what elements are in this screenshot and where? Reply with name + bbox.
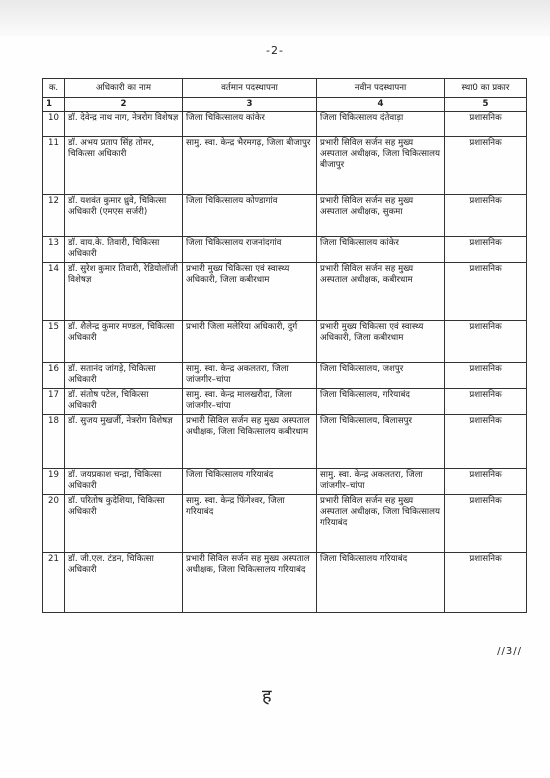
row-sr: 20 bbox=[43, 495, 65, 553]
header-officer-name: अधिकारी का नाम bbox=[65, 79, 183, 98]
row-type: प्रशासनिक bbox=[445, 469, 527, 495]
signature: ह bbox=[262, 686, 272, 707]
row-new-posting: जिला चिकित्सालय, जशपुर bbox=[317, 363, 445, 389]
row-current-posting: जिला चिकित्सालय कांकेर bbox=[183, 112, 317, 137]
row-sr: 15 bbox=[43, 321, 65, 363]
row-current-posting: सामु. स्वा. केन्द्र मालखरौदा, जिला जांजगीर–चांपा bbox=[183, 389, 317, 415]
row-sr: 11 bbox=[43, 137, 65, 195]
row-current-posting: जिला चिकित्सालय राजनांदगांव bbox=[183, 237, 317, 263]
row-current-posting: प्रभारी सिविल सर्जन सह मुख्य अस्पताल अधीक्षक, जिला चिकित्सालय कबीरधाम bbox=[183, 415, 317, 469]
row-sr: 21 bbox=[43, 553, 65, 613]
row-sr: 16 bbox=[43, 363, 65, 389]
row-current-posting: सामु. स्वा. केन्द्र भैरमगढ़, जिला बीजापुर bbox=[183, 137, 317, 195]
index-row bbox=[43, 98, 527, 112]
row-current-posting: जिला चिकित्सालय गरियाबंद bbox=[183, 469, 317, 495]
row-type: प्रशासनिक bbox=[445, 263, 527, 321]
table-row bbox=[43, 495, 527, 553]
scan-top-shadow bbox=[0, 0, 550, 36]
row-current-posting: प्रभारी मुख्य चिकित्सा एवं स्वास्थ्य अधिकारी, जिला कबीरधाम bbox=[183, 263, 317, 321]
row-name: डॉ. संतोष पटेल, चिकित्सा अधिकारी bbox=[65, 389, 183, 415]
row-new-posting: जिला चिकित्सालय दंतेवाड़ा bbox=[317, 112, 445, 137]
row-current-posting: प्रभारी जिला मलेरिया अधिकारी, दुर्ग bbox=[183, 321, 317, 363]
header-sr: क. bbox=[43, 79, 65, 98]
row-name: डॉ. वाय.के. तिवारी, चिकित्सा अधिकारी bbox=[65, 237, 183, 263]
index-cell: 5 bbox=[445, 98, 527, 112]
row-sr: 14 bbox=[43, 263, 65, 321]
index-cell: 3 bbox=[183, 98, 317, 112]
row-new-posting: जिला चिकित्सालय गरियाबंद bbox=[317, 553, 445, 613]
row-current-posting: सामु. स्वा. केन्द्र अकलतरा, जिला जांजगीर–चांपा bbox=[183, 363, 317, 389]
index-cell: 4 bbox=[317, 98, 445, 112]
row-type: प्रशासनिक bbox=[445, 389, 527, 415]
table-row bbox=[43, 469, 527, 495]
row-type: प्रशासनिक bbox=[445, 112, 527, 137]
table-row bbox=[43, 321, 527, 363]
header-new-posting: नवीन पदस्थापना bbox=[317, 79, 445, 98]
row-new-posting: जिला चिकित्सालय कांकेर bbox=[317, 237, 445, 263]
row-name: डॉ. शैलेन्द्र कुमार मण्डल, चिकित्सा अधिकारी bbox=[65, 321, 183, 363]
header-transfer-type: स्था0 का प्रकार bbox=[445, 79, 527, 98]
row-sr: 13 bbox=[43, 237, 65, 263]
row-name: डॉ. सुरेश कुमार तिवारी, रेडियोलॉजी विशेषज्ञ bbox=[65, 263, 183, 321]
row-sr: 17 bbox=[43, 389, 65, 415]
row-name: डॉ. अभय प्रताप सिंह तोमर, चिकित्सा अधिकारी bbox=[65, 137, 183, 195]
page-number: -2- bbox=[266, 44, 284, 57]
row-type: प्रशासनिक bbox=[445, 237, 527, 263]
row-new-posting: सामु. स्वा. केन्द्र अकलतरा, जिला जांजगीर–चांपा bbox=[317, 469, 445, 495]
row-name: डॉ. सतानंद जांगड़े, चिकित्सा अधिकारी bbox=[65, 363, 183, 389]
row-current-posting: सामु. स्वा. केन्द्र फिंगेश्वर, जिला गरियाबंद bbox=[183, 495, 317, 553]
row-new-posting: प्रभारी मुख्य चिकित्सा एवं स्वास्थ्य अधिकारी, जिला कबीरधाम bbox=[317, 321, 445, 363]
row-current-posting: जिला चिकित्सालय कोण्डागांव bbox=[183, 195, 317, 237]
row-type: प्रशासनिक bbox=[445, 553, 527, 613]
table-row bbox=[43, 553, 527, 613]
row-current-posting: प्रभारी सिविल सर्जन सह मुख्य अस्पताल अधीक्षक, जिला चिकित्सालय गरियाबंद bbox=[183, 553, 317, 613]
table-row bbox=[43, 137, 527, 195]
row-sr: 12 bbox=[43, 195, 65, 237]
row-name: डॉ. सुजय मुखर्जी, नेत्ररोग विशेषज्ञ bbox=[65, 415, 183, 469]
table-row bbox=[43, 195, 527, 237]
index-cell: 2 bbox=[65, 98, 183, 112]
row-type: प्रशासनिक bbox=[445, 495, 527, 553]
row-type: प्रशासनिक bbox=[445, 321, 527, 363]
next-page-marker: //3// bbox=[497, 646, 522, 657]
table-row bbox=[43, 363, 527, 389]
row-name: डॉ. परितोष कुदेशिया, चिकित्सा अधिकारी bbox=[65, 495, 183, 553]
table-row bbox=[43, 112, 527, 137]
index-cell: 1 bbox=[43, 98, 65, 112]
row-type: प्रशासनिक bbox=[445, 415, 527, 469]
row-new-posting: प्रभारी सिविल सर्जन सह मुख्य अस्पताल अधीक्षक, सुकमा bbox=[317, 195, 445, 237]
table-row bbox=[43, 263, 527, 321]
row-sr: 19 bbox=[43, 469, 65, 495]
row-type: प्रशासनिक bbox=[445, 363, 527, 389]
header-row bbox=[43, 79, 527, 98]
transfer-table bbox=[42, 78, 527, 613]
row-new-posting: प्रभारी सिविल सर्जन सह मुख्य अस्पताल अधीक्षक, जिला चिकित्सालय गरियाबंद bbox=[317, 495, 445, 553]
row-new-posting: प्रभारी सिविल सर्जन सह मुख्य अस्पताल अधीक्षक, कबीरधाम bbox=[317, 263, 445, 321]
row-sr: 10 bbox=[43, 112, 65, 137]
row-sr: 18 bbox=[43, 415, 65, 469]
table-row bbox=[43, 415, 527, 469]
table-row bbox=[43, 389, 527, 415]
table-row bbox=[43, 237, 527, 263]
row-new-posting: प्रभारी सिविल सर्जन सह मुख्य अस्पताल अधीक्षक, जिला चिकित्सालय बीजापुर bbox=[317, 137, 445, 195]
row-new-posting: जिला चिकित्सालय, बिलासपुर bbox=[317, 415, 445, 469]
row-type: प्रशासनिक bbox=[445, 195, 527, 237]
row-name: डॉ. देवेन्द्र नाथ नाग, नेत्ररोग विशेषज्ञ bbox=[65, 112, 183, 137]
row-type: प्रशासनिक bbox=[445, 137, 527, 195]
row-name: डॉ. यशवंत कुमार ध्रुवे, चिकित्सा अधिकारी (एमएस सर्जरी) bbox=[65, 195, 183, 237]
header-current-posting: वर्तमान पदस्थापना bbox=[183, 79, 317, 98]
row-new-posting: जिला चिकित्सालय, गरियाबंद bbox=[317, 389, 445, 415]
row-name: डॉ. जी.एल. टंडन, चिकित्सा अधिकारी bbox=[65, 553, 183, 613]
row-name: डॉ. जयप्रकाश चन्द्रा, चिकित्सा अधिकारी bbox=[65, 469, 183, 495]
